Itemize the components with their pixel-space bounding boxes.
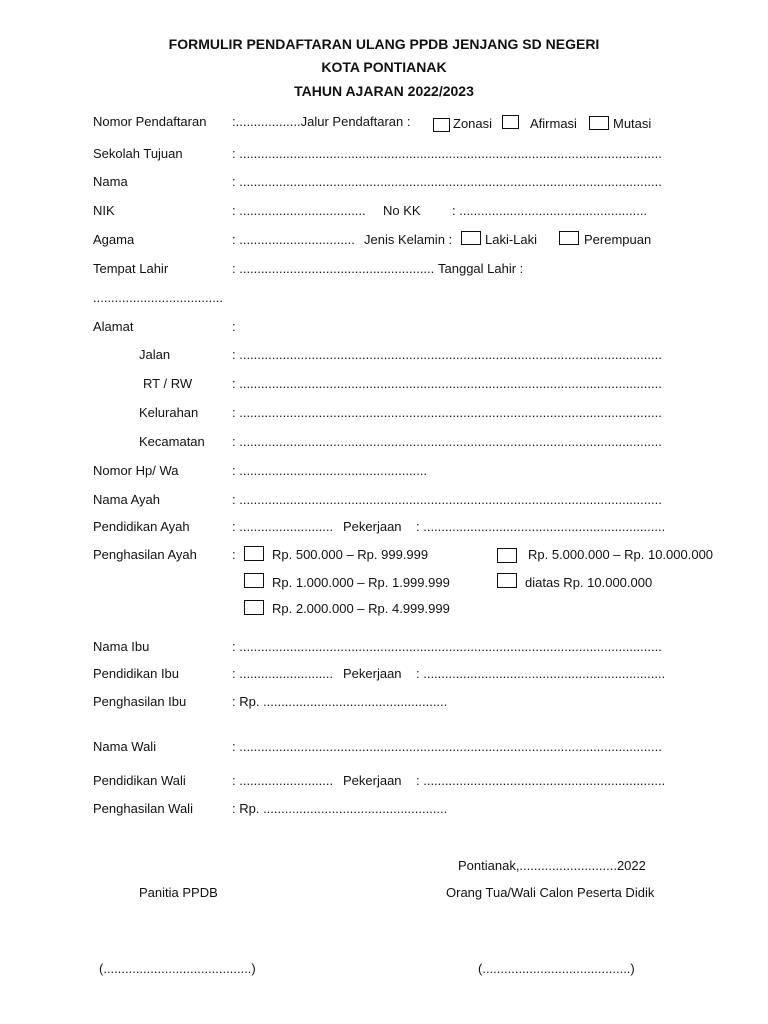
nama-field[interactable]: : ..................................................................................................................... — [232, 174, 662, 189]
pekerjaan-wali-field[interactable]: : ................................................................... — [416, 773, 666, 788]
nomor-pendaftaran-label: Nomor Pendaftaran — [93, 114, 207, 129]
nama-ayah-field[interactable]: : ..................................................................................................................... — [232, 492, 662, 507]
income-10m-checkbox[interactable] — [497, 573, 517, 588]
penghasilan-ayah-label: Penghasilan Ayah — [93, 547, 197, 562]
alamat-label: Alamat — [93, 319, 134, 334]
pendidikan-wali-label: Pendidikan Wali — [93, 773, 186, 788]
income-500k-checkbox[interactable] — [244, 546, 264, 561]
sekolah-tujuan-label: Sekolah Tujuan — [93, 146, 183, 161]
rt-rw-label: RT / RW — [143, 376, 193, 391]
mutasi-checkbox[interactable] — [589, 116, 609, 130]
alamat-colon: : — [232, 319, 236, 334]
form-title: FORMULIR PENDAFTARAN ULANG PPDB JENJANG SD NEGERI — [168, 36, 600, 52]
pekerjaan-ibu-label: Pekerjaan — [343, 666, 402, 681]
nik-field[interactable]: : ................................... — [232, 203, 366, 218]
nama-wali-field[interactable]: : ..................................................................................................................... — [232, 739, 662, 754]
income-5m-label: Rp. 5.000.000 – Rp. 10.000.000 — [528, 547, 714, 562]
income-2m-label: Rp. 2.000.000 – Rp. 4.999.999 — [272, 601, 450, 616]
penghasilan-wali-label: Penghasilan Wali — [93, 801, 193, 816]
income-1m-label: Rp. 1.000.000 – Rp. 1.999.999 — [272, 575, 450, 590]
penghasilan-ayah-colon: : — [232, 547, 236, 562]
perempuan-label: Perempuan — [584, 232, 652, 247]
kecamatan-field[interactable]: : ..................................................................................................................... — [232, 434, 662, 449]
panitia-label: Panitia PPDB — [139, 885, 218, 900]
afirmasi-checkbox[interactable] — [502, 115, 519, 129]
pendidikan-ibu-field[interactable]: : .......................... — [232, 666, 334, 681]
jenis-kelamin-label: Jenis Kelamin : — [364, 232, 453, 247]
pendidikan-ibu-label: Pendidikan Ibu — [93, 666, 180, 681]
income-5m-checkbox[interactable] — [497, 548, 517, 563]
tanggal-lahir-label: Tanggal Lahir : — [438, 261, 524, 276]
zonasi-checkbox[interactable] — [433, 118, 450, 132]
pekerjaan-ayah-field[interactable]: : ................................................................... — [416, 519, 666, 534]
kelurahan-field[interactable]: : ..................................................................................................................... — [232, 405, 662, 420]
sekolah-tujuan-field[interactable]: : ..................................................................................................................... — [232, 146, 662, 161]
pekerjaan-wali-label: Pekerjaan — [343, 773, 402, 788]
agama-field[interactable]: : ................................ — [232, 232, 355, 247]
pendidikan-wali-field[interactable]: : .......................... — [232, 773, 334, 788]
tanggal-lahir-field[interactable]: .................................... — [93, 290, 224, 305]
income-2m-checkbox[interactable] — [244, 600, 264, 615]
laki-laki-label: Laki-Laki — [485, 232, 538, 247]
nama-ibu-label: Nama Ibu — [93, 639, 150, 654]
agama-label: Agama — [93, 232, 135, 247]
afirmasi-label: Afirmasi — [530, 116, 577, 131]
kecamatan-label: Kecamatan — [139, 434, 205, 449]
rt-rw-field[interactable]: : ..................................................................................................................... — [232, 376, 662, 391]
tempat-lahir-field[interactable]: : ...................................................... — [232, 261, 435, 276]
mutasi-label: Mutasi — [613, 116, 652, 131]
jalan-label: Jalan — [139, 347, 171, 362]
form-subtitle-year: TAHUN AJARAN 2022/2023 — [294, 83, 474, 99]
nama-wali-label: Nama Wali — [93, 739, 157, 754]
nomor-pendaftaran-field[interactable]: :..................Jalur Pendaftaran : — [232, 114, 411, 129]
nama-ibu-field[interactable]: : ..................................................................................................................... — [232, 639, 662, 654]
place-date[interactable]: Pontianak,...........................2022 — [458, 858, 646, 873]
pekerjaan-ayah-label: Pekerjaan — [343, 519, 402, 534]
jalan-field[interactable]: : ..................................................................................................................... — [232, 347, 662, 362]
signature-left[interactable]: (.........................................) — [99, 961, 256, 976]
tempat-lahir-label: Tempat Lahir — [93, 261, 169, 276]
nomor-hp-label: Nomor Hp/ Wa — [93, 463, 179, 478]
no-kk-field[interactable]: : .................................................... — [452, 203, 648, 218]
zonasi-label: Zonasi — [453, 116, 493, 131]
form-subtitle-city: KOTA PONTIANAK — [321, 59, 447, 75]
orang-tua-label: Orang Tua/Wali Calon Peserta Didik — [446, 885, 655, 900]
penghasilan-wali-field[interactable]: : Rp. ................................................... — [232, 801, 448, 816]
penghasilan-ibu-field[interactable]: : Rp. ................................................... — [232, 694, 448, 709]
perempuan-checkbox[interactable] — [559, 231, 579, 245]
pendidikan-ayah-label: Pendidikan Ayah — [93, 519, 190, 534]
kelurahan-label: Kelurahan — [139, 405, 199, 420]
nama-label: Nama — [93, 174, 128, 189]
nik-label: NIK — [93, 203, 115, 218]
income-10m-label: diatas Rp. 10.000.000 — [525, 575, 653, 590]
nama-ayah-label: Nama Ayah — [93, 492, 160, 507]
pendidikan-ayah-field[interactable]: : .......................... — [232, 519, 334, 534]
penghasilan-ibu-label: Penghasilan Ibu — [93, 694, 187, 709]
laki-laki-checkbox[interactable] — [461, 231, 481, 245]
nomor-hp-field[interactable]: : .................................................... — [232, 463, 428, 478]
no-kk-label: No KK — [383, 203, 421, 218]
signature-right[interactable]: (.........................................) — [478, 961, 635, 976]
pekerjaan-ibu-field[interactable]: : ................................................................... — [416, 666, 666, 681]
income-500k-label: Rp. 500.000 – Rp. 999.999 — [272, 547, 429, 562]
income-1m-checkbox[interactable] — [244, 573, 264, 588]
